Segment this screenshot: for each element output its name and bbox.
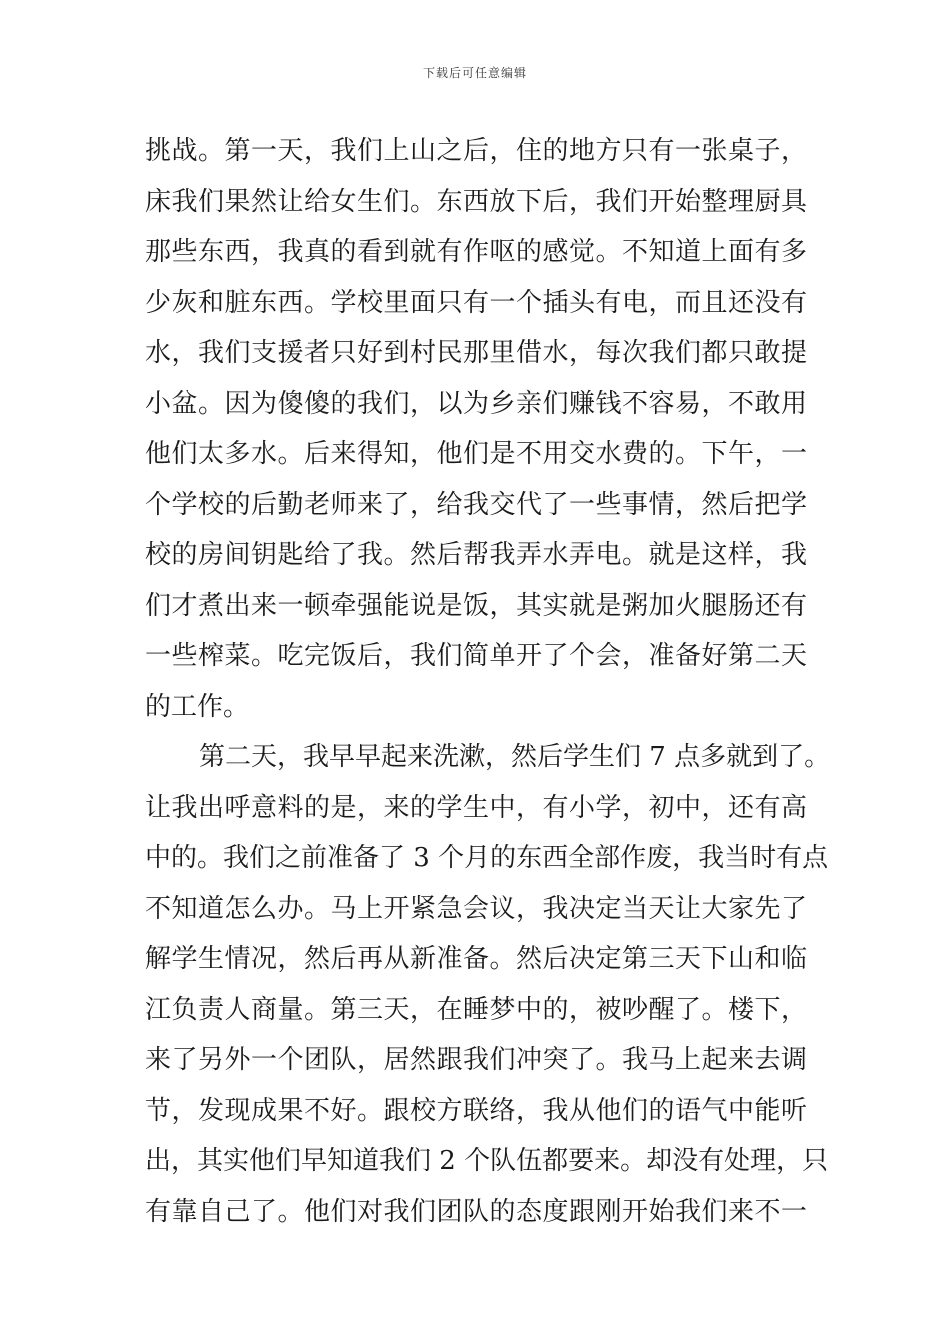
text-line: 个学校的后勤老师来了，给我交代了一些事情，然后把学 [145,489,807,520]
text-line: 解学生情况，然后再从新准备。然后决定第三天下山和临 [145,944,807,974]
text-line: 江负责人商量。第三天，在睡梦中的，被吵醒了。楼下， [145,994,807,1025]
text-line: 那些东西，我真的看到就有作呕的感觉。不知道上面有多 [145,237,807,267]
page-header: 下载后可任意编辑 [422,66,527,80]
text-line: 中的。我们之前准备了 3 个月的东西全部作废，我当时有点 [145,843,829,873]
paragraph-1 [145,126,807,732]
paragraph-2 [145,732,831,1237]
text-line: 的工作。 [145,691,250,722]
text-line: 水，我们支援者只好到村民那里借水，每次我们都只敢提 [145,338,807,368]
text-line: 他们太多水。后来得知，他们是不用交水费的。下午，一 [145,439,807,469]
text-line: 挑战。第一天，我们上山之后，住的地方只有一张桌子， [145,136,807,166]
text-line: 不知道怎么办。马上开紧急会议，我决定当天让大家先了 [145,893,807,924]
text-line: 第二天，我早早起来洗漱，然后学生们 7 点多就到了。 [199,742,831,772]
text-line: 校的房间钥匙给了我。然后帮我弄水弄电。就是这样，我 [145,540,807,570]
text-line: 出，其实他们早知道我们 2 个队伍都要来。却没有处理，只 [145,1146,829,1176]
text-line: 们才煮出来一顿牵强能说是饭，其实就是粥加火腿肠还有 [145,590,807,621]
text-line: 让我出呼意料的是，来的学生中，有小学，初中，还有高 [145,792,807,823]
text-line: 小盆。因为傻傻的我们，以为乡亲们赚钱不容易，不敢用 [145,388,807,419]
text-line: 少灰和脏东西。学校里面只有一个插头有电，而且还没有 [145,287,807,318]
document-body [145,126,831,1237]
text-line: 一些榨菜。吃完饭后，我们简单开了个会，准备好第二天 [145,641,807,671]
text-line: 床我们果然让给女生们。东西放下后，我们开始整理厨具 [145,186,807,217]
text-line: 有靠自己了。他们对我们团队的态度跟刚开始我们来不一 [145,1196,807,1227]
text-line: 节，发现成果不好。跟校方联络，我从他们的语气中能听 [145,1095,807,1126]
text-line: 来了另外一个团队，居然跟我们冲突了。我马上起来去调 [145,1045,807,1075]
